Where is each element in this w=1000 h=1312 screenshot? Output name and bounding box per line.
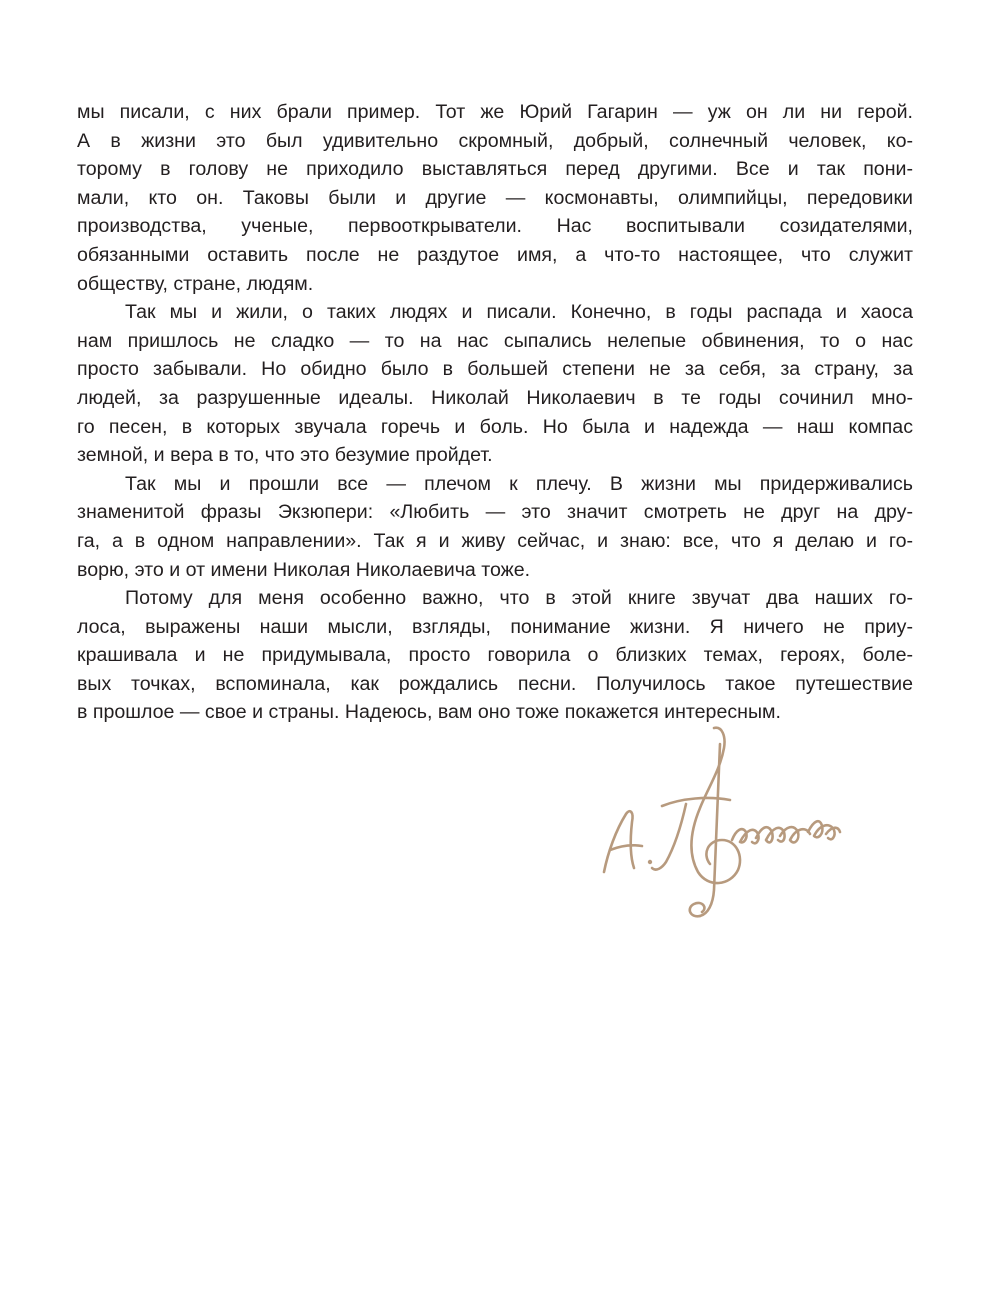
text-line: земной, и вера в то, что это безумие пройдет. — [77, 444, 493, 467]
text-line: людей, за разрушенные идеалы. Николай Николаевич в те годы сочинил мно- — [77, 386, 913, 409]
text-line: го песен, в которых звучала горечь и боль. Но была и надежда — наш компас — [77, 415, 913, 438]
paragraph-2 — [77, 298, 913, 470]
text-line: А в жизни это был удивительно скромный, добрый, солнечный человек, ко- — [77, 129, 913, 152]
text-line: Так мы и прошли все — плечом к плечу. В жизни мы придерживались — [125, 472, 913, 495]
text-line: га, а в одном направлении». Так я и живу сейчас, и знаю: все, что я делаю и го- — [77, 529, 913, 552]
text-line: обязанными оставить после не раздутое имя, а что-то настоящее, что служит — [77, 243, 913, 266]
text-line: нам пришлось не сладко — то на нас сыпались нелепые обвинения, то о нас — [77, 329, 913, 352]
text-line: лоса, выражены наши мысли, взгляды, понимание жизни. Я ничего не приу- — [77, 615, 913, 638]
text-line: знаменитой фразы Экзюпери: «Любить — это значит смотреть не друг на дру- — [77, 501, 913, 524]
paragraph-1 — [77, 98, 913, 298]
paragraph-3 — [77, 470, 913, 584]
signature-treble-clef-icon — [590, 722, 850, 940]
text-line: в прошлое — свое и страны. Надеюсь, вам оно тоже покажется интересным. — [77, 701, 781, 724]
text-line: просто забывали. Но обидно было в большей степени не за себя, за страну, за — [77, 358, 913, 381]
text-line: Так мы и жили, о таких людях и писали. Конечно, в годы распада и хаоса — [125, 301, 913, 324]
body-text — [77, 98, 913, 727]
text-line: крашивала и не придумывала, просто говорила о близких темах, героях, боле- — [77, 644, 913, 667]
paragraph-4 — [77, 584, 913, 727]
text-line: Потому для меня особенно важно, что в этой книге звучат два наших го- — [125, 587, 913, 610]
text-line: мали, кто он. Таковы были и другие — космонавты, олимпийцы, передовики — [77, 186, 913, 209]
text-line: вых точках, вспоминала, как рождались песни. Получилось такое путешествие — [77, 672, 913, 695]
handwritten-signature — [590, 722, 850, 940]
text-line: мы писали, с них брали пример. Тот же Юрий Гагарин — уж он ли ни герой. — [77, 101, 913, 123]
text-line: обществу, стране, людям. — [77, 272, 314, 295]
text-line: торому в голову не приходило выставляться перед другими. Все и так пони- — [77, 158, 913, 181]
text-line: ворю, это и от имени Николая Николаевича тоже. — [77, 558, 531, 581]
text-line: производства, ученые, первооткрыватели. Нас воспитывали созидателями, — [77, 215, 913, 238]
